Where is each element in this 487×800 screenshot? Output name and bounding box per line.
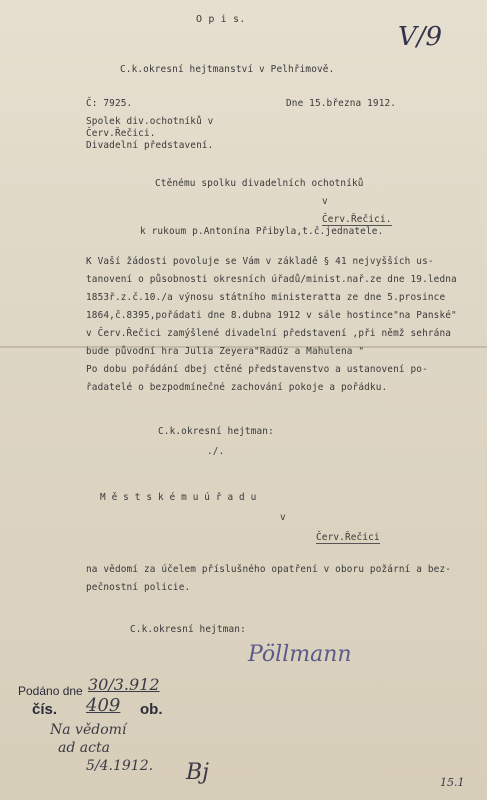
signature: Pöllmann: [248, 642, 352, 667]
body-line: v Červ.Řečici zamýšlené divadelní představení ,při němž sehrána: [86, 328, 452, 339]
stamp-podano-label: Podáno dne: [18, 684, 83, 698]
second-body-line: na vědomí za účelem příslušného opatření v oboru požární a bez-: [86, 564, 452, 575]
document-date: Dne 15.března 1912.: [286, 98, 397, 109]
addressee-v: v: [322, 196, 328, 207]
stamp-podano-value: 30/3.912: [88, 675, 160, 694]
handwritten-note-line: Na vědomí: [50, 722, 127, 738]
salutation: Ctěnému spolku divadelních ochotníků: [155, 178, 364, 189]
closing-title: C.k.okresní hejtman:: [130, 624, 246, 635]
handwritten-initials: Bj: [186, 760, 209, 785]
subject-line: Divadelní představení.: [86, 140, 214, 151]
second-addressee-office: M ě s t s k é m u ú ř a d u: [100, 492, 257, 503]
stamp-cis-label: čís.: [32, 701, 58, 718]
body-line: řadatelé o bezpodmínečné zachování pokoje a pořádku.: [86, 382, 388, 393]
closing-title: C.k.okresní hejtman:: [158, 426, 274, 437]
addressee-place: Červ.Řečici.: [322, 214, 392, 225]
addressee-attn: k rukoum p.Antonína Přibyla,t.č.jednatele.: [140, 226, 384, 237]
body-line: 1864,č.8395,pořádati dne 8.dubna 1912 v sále hostince"na Panské": [86, 310, 457, 321]
body-line: K Vaší žádosti povoluje se Vám v základě § 41 nejvyšších us-: [86, 256, 434, 267]
corner-mark: V/9: [398, 22, 443, 52]
second-body-line: pečnostní policie.: [86, 582, 191, 593]
body-line: tanovení o působnosti okresních úřadů/minist.nař.ze dne 19.ledna: [86, 274, 457, 285]
second-addressee-v: v: [280, 512, 286, 523]
body-line: bude původní hra Julia Zeyera"Radúz a Mahulena ": [86, 346, 365, 357]
reference-number: Č: 7925.: [86, 98, 133, 109]
subject-line: Červ.Řečici.: [86, 128, 156, 139]
page-number: 15.1: [440, 776, 465, 789]
closing-mark: ./.: [207, 446, 225, 457]
second-addressee-place: Červ.Řečici: [316, 532, 380, 543]
subject-line: Spolek div.ochotníků v: [86, 116, 214, 127]
stamp-cis-value: 409: [86, 695, 121, 716]
body-line: Po dobu pořádání dbej ctěné představenstvo a ustanovení po-: [86, 364, 428, 375]
body-line: 1853ř.z.č.10./a výnosu státního ministeratta ze dne 5.prosince: [86, 292, 446, 303]
stamp-ob-label: ob.: [140, 701, 163, 718]
handwritten-note-line: 5/4.1912.: [86, 758, 154, 774]
document-title: O p i s.: [196, 14, 246, 25]
authority-heading: C.k.okresní hejtmanství v Pelhřimově.: [120, 64, 335, 75]
handwritten-note-line: ad acta: [58, 740, 110, 756]
